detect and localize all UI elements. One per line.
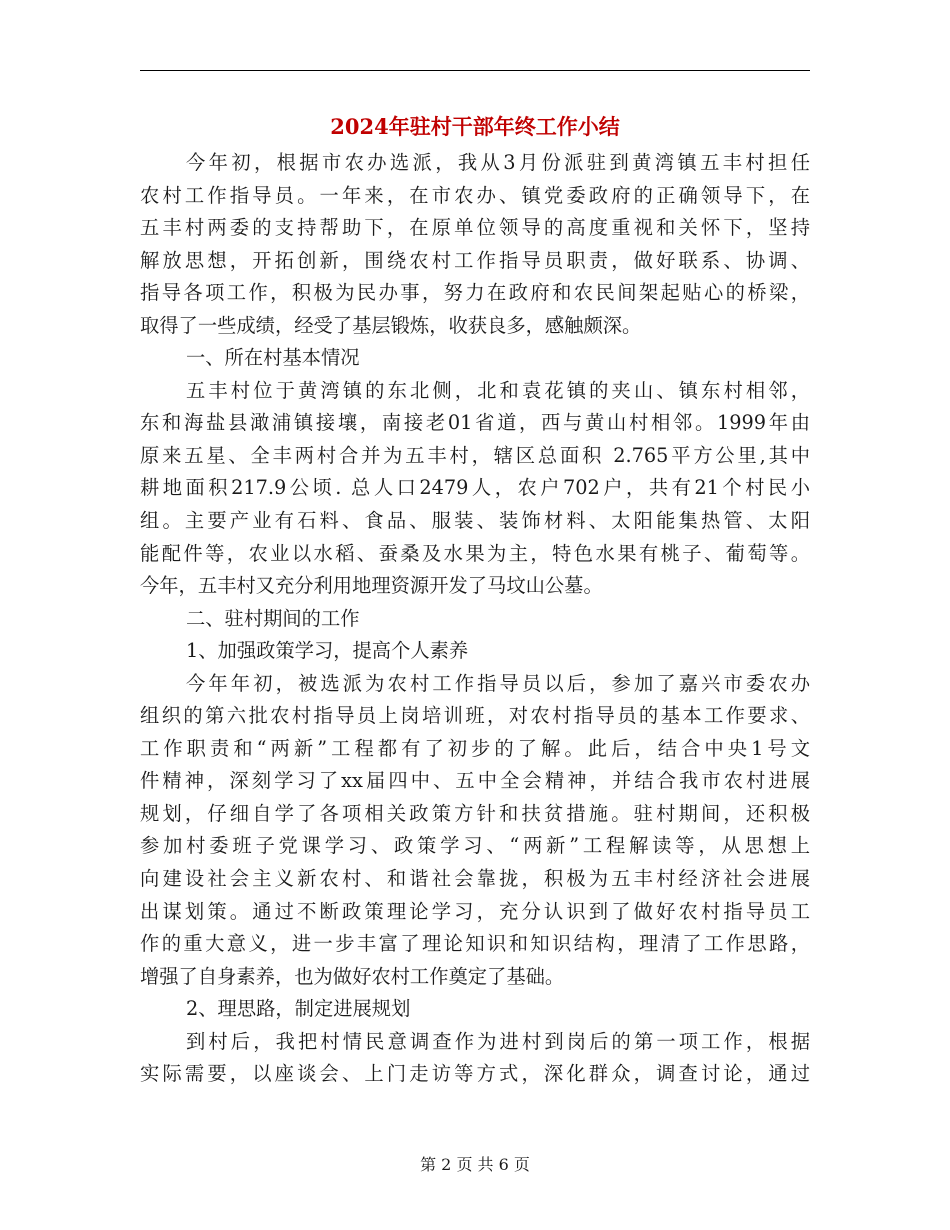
text-line: 作的重大意义，进一步丰富了理论知识和知识结构，理清了工作思路， xyxy=(140,932,810,956)
text-line: 今年，五丰村又充分利用地理资源开发了马坟山公墓。 xyxy=(140,574,603,598)
text-line: 工作职责和“两新”工程都有了初步的了解。此后，结合中央1号文 xyxy=(140,736,810,760)
text-line: 解放思想，开拓创新，围绕农村工作指导员职责，做好联系、协调、 xyxy=(140,248,810,272)
top-rule xyxy=(140,70,810,71)
text-line: 取得了一些成绩，经受了基层锻炼，收获良多，感触颇深。 xyxy=(140,313,642,337)
text-line: 二、驻村期间的工作 xyxy=(186,606,360,630)
text-line: 规划，仔细自学了各项相关政策方针和扶贫措施。驻村期间，还积极 xyxy=(140,801,810,825)
text-line: 农村工作指导员。一年来，在市农办、镇党委政府的正确领导下，在 xyxy=(140,183,810,207)
text-line: 五丰村位于黄湾镇的东北侧，北和袁花镇的夹山、镇东村相邻， xyxy=(186,378,810,402)
document-body xyxy=(140,147,810,1091)
text-line: 一、所在村基本情况 xyxy=(186,346,360,370)
text-line: 能配件等，农业以水稻、蚕桑及水果为主，特色水果有桃子、葡萄等。 xyxy=(140,541,810,565)
text-line: 今年初，根据市农办选派，我从3月份派驻到黄湾镇五丰村担任 xyxy=(186,151,810,174)
text-line: 件精神，深刻学习了xx届四中、五中全会精神，并结合我市农村进展 xyxy=(140,769,810,793)
text-line: 向建设社会主义新农村、和谐社会靠拢，积极为五丰村经济社会进展 xyxy=(140,867,810,891)
text-line: 2、理思路，制定进展规划 xyxy=(186,997,411,1021)
text-line: 组织的第六批农村指导员上岗培训班，对农村指导员的基本工作要求、 xyxy=(140,704,810,728)
text-line: 组。主要产业有石料、食品、服装、装饰材料、太阳能集热管、太阳 xyxy=(140,509,810,533)
text-line: 参加村委班子党课学习、政策学习、“两新”工程解读等，从思想上 xyxy=(140,834,810,858)
text-line: 原来五星、全丰两村合并为五丰村，辖区总面积 2.765平方公里,其中 xyxy=(140,443,810,467)
text-line: 指导各项工作，积极为民办事，努力在政府和农民间架起贴心的桥梁， xyxy=(140,281,810,305)
text-line: 出谋划策。通过不断政策理论学习，充分认识到了做好农村指导员工 xyxy=(140,899,810,923)
page-footer: 第 2 页 共 6 页 xyxy=(420,1155,530,1174)
text-line: 今年年初，被选派为农村工作指导员以后，参加了嘉兴市委农办 xyxy=(186,671,810,695)
text-line: 东和海盐县澉浦镇接壤，南接老01省道，西与黄山村相邻。1999年由 xyxy=(140,411,810,435)
text-line: 到村后，我把村情民意调查作为进村到岗后的第一项工作，根据 xyxy=(186,1029,810,1053)
text-line: 实际需要，以座谈会、上门走访等方式，深化群众，调查讨论，通过 xyxy=(140,1062,810,1086)
text-line: 耕地面积217.9公顷. 总人口2479人，农户702户，共有21个村民小 xyxy=(140,476,810,500)
text-line: 1、加强政策学习，提高个人素养 xyxy=(186,639,469,663)
text-line: 五丰村两委的支持帮助下，在原单位领导的高度重视和关怀下，坚持 xyxy=(140,216,810,240)
document-title: 2024年驻村干部年终工作小结 xyxy=(330,114,620,139)
text-line: 增强了自身素养，也为做好农村工作奠定了基础。 xyxy=(140,964,565,988)
